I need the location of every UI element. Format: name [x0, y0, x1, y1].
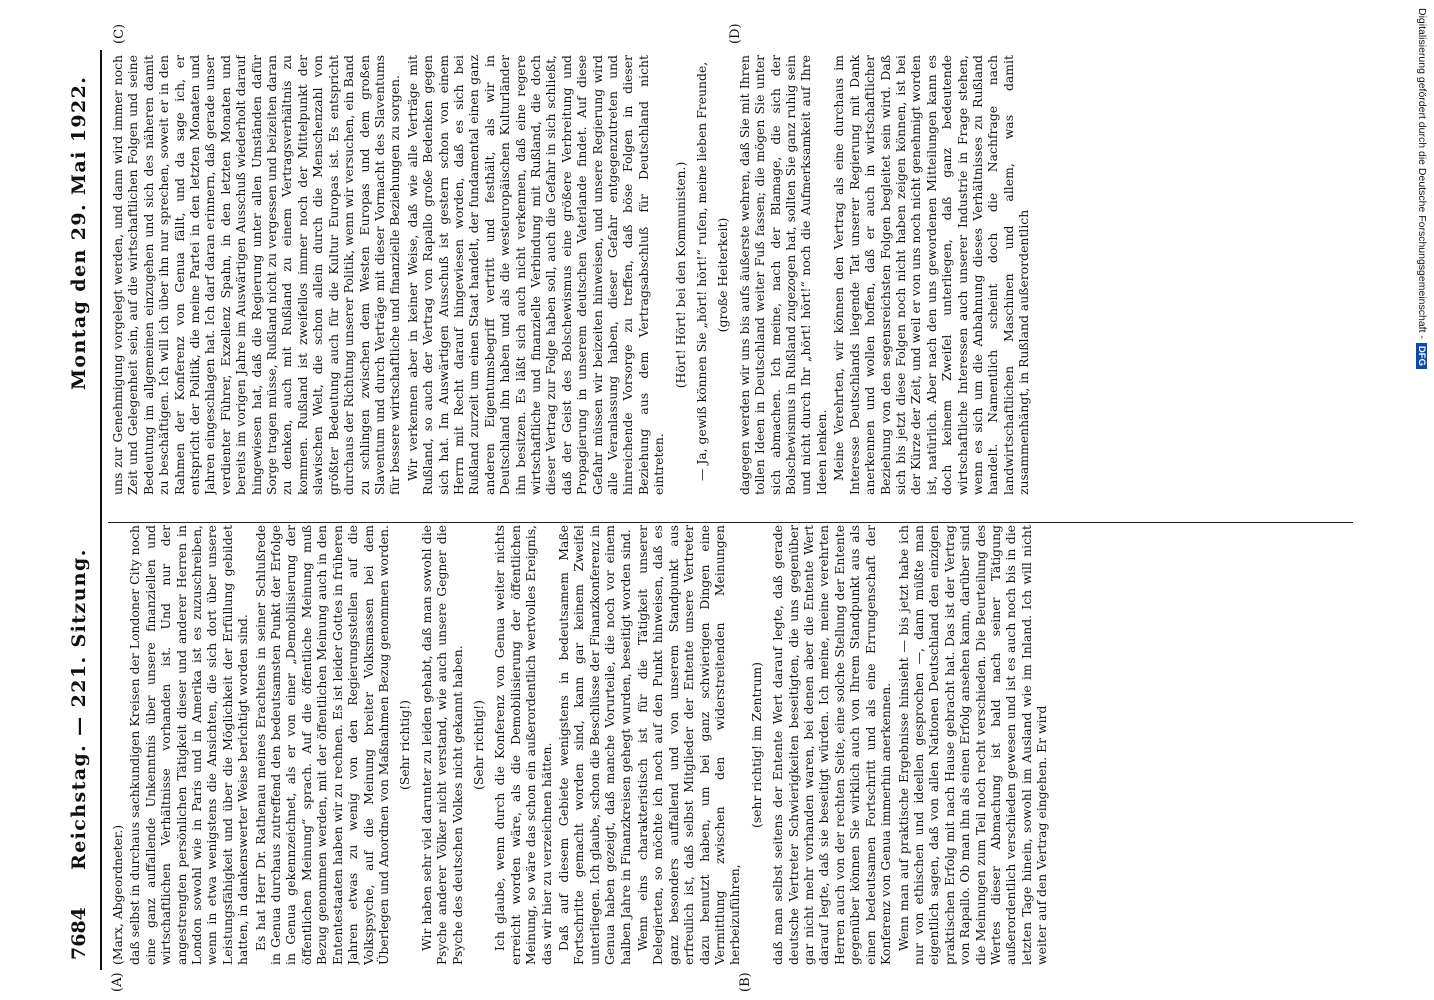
paragraph: Es hat Herr Dr. Rathenau meines Erachtens in seiner Schlußrede in Genua durchaus zutreffend den bedeutsamsten Punkt der Erfolge in Genua gekennzeichnet, als er von einer „Demobilisierung der öffentlichen Meinung“ sprach. Auf die öffentliche Meinung muß Bezug genommen werden, mit der öffentlichen Meinung auch in den Ententestaaten haben wir zu rechnen. Es ist leider Gottes in früheren Jahren etwas zu wenig von den Regierungsstellen auf die Volkspsyche, auf die Meinung breiter Volksmassen bei dem Überlegen und Anordnen von Maßnahmen Bezug genommen worden. [252, 525, 391, 965]
interjection: (Sehr richtig!) [397, 700, 413, 790]
margin-marker-b: (B) [738, 972, 753, 992]
margin-marker-c: (C) [112, 23, 127, 44]
column-divider [108, 522, 1353, 523]
paragraph: Ich glaube, wenn durch die Konferenz von Genua weiter nichts erreicht worden wäre, als die Demobilisierung der öffentlichen Meinung, so wäre das schon ein außerordentlich wertvolles Ereignis, das wir hier zu verzeichnen hätten. [492, 525, 554, 965]
paragraph: uns zur Genehmigung vorgelegt werden, und dann wird immer noch Zeit und Gelegenheit sein, auf die wirtschaftlichen Folgen und seine Bedeutung im allgemeinen einzugehen und sich des näheren damit zu beschäftigen. Ich will ich über ihn nur sprechen, soweit er in den Rahmen der Konferenz von Genua fällt, und da sage ich, er entspricht der Politik, die meine Partei in den letzten Monaten und Jahren eingeschlagen hat. Ich darf daran erinnern, daß gerade unser verdienter Führer, Exzellenz Spahn, in den letzten Monaten und bereits im vorigen Jahre im Auswärtigen Ausschuß wiederholt darauf hingewiesen hat, daß die Regierung unter allen Umständen dafür Sorge tragen müsse, Rußland nicht zu vergessen und beizeiten daran zu denken, auch mit Rußland zu einem Vertragsverhältnis zu kommen. Rußland ist zweifellos immer noch der Mittelpunkt der slawischen Welt, die schon allein durch die Menschenzahl von größter Bedeutung auch für die Kultur Europas ist. Es entspricht durchaus der Richtung unserer Politik, wenn wir versuchen, ein Band zu schlingen zwischen dem Westen Europas und dem großen Slaventum und durch Verträge mit dieser Vormacht des Slaventums für bessere wirtschaftliche und finanzielle Beziehungen zu sorgen. [110, 55, 403, 495]
text-column-left [110, 525, 1350, 965]
paragraph: — Ja, gewiß können Sie „hört! hört!“ rufen, meine lieben Freunde, [694, 61, 710, 481]
digitization-note [1410, 8, 1430, 668]
session-date: Montag den 29. Mai 1922. [68, 75, 90, 390]
page-number: 7684 [68, 907, 90, 960]
interjection: (große Heiterkeit) [715, 217, 731, 333]
paragraph: daß selbst in durchaus sachkundigen Kreisen der Londoner City noch eine ganz auffallende Unkenntnis über unsere finanziellen und wirtschaftlichen Verhältnisse vorhanden ist. Und nur der angestrengten persönlichen Tätigkeit dieser und anderer Herren in London sowohl wie in Paris und in Amerika ist es zuzuschreiben, wenn in etwa wenigstens die Ansichten, die sich dort über unsere Leistungsfähigkeit und über die Möglichkeit der Erfüllung gebildet hatten, in dankenswerter Weise berichtigt worden sind. [127, 525, 251, 965]
funding-text: Digitalisierung gefördert durch die Deutsche Forschungsgemeinschaft - [1416, 8, 1428, 339]
digitization-note-text [1408, 8, 1428, 668]
paragraph: Wir haben sehr viel darunter zu leiden gehabt, daß man sowohl die Psyche anderer Völker nicht verstand, wie auch unsere Gegner die Psyche des deutschen Volkes nicht gekannt haben. [418, 525, 465, 965]
paragraph: Meine Verehrten, wir können den Vertrag als eine durchaus im Interesse Deutschlands liegende Tat unserer Regierung mit Dank anerkennen und wollen hoffen, daß er auch in wirtschaftlicher Beziehung von den segensreichsten Folgen begleitet sein wird. Daß sich bis jetzt diese Folgen noch nicht haben zeigen können, ist bei der Kürze der Zeit, und weil er von uns noch nicht genehmigt worden ist, natürlich. Aber nach den uns gewordenen Mitteilungen kann es doch keinem Zweifel unterliegen, daß ganz bedeutende wirtschaftliche Interessen auch unserer Industrie in Frage stehen, wenn es sich um die Anbahnung dieses Verhältnisses zu Rußland handelt. Namentlich scheint doch die Nachfrage nach landwirtschaftlichen Maschinen und allem, was damit zusammenhängt, in Rußland außerordentlich [831, 55, 1032, 495]
session-title: Reichstag. — 221. Sitzung. [68, 548, 90, 870]
interjection: (Hört! Hört! bei den Kommunisten.) [672, 161, 688, 389]
paragraph: daß man selbst seitens der Entente Wert darauf legte, daß gerade deutsche Vertreter Schwierigkeiten beseitigten, die uns gegenüber gar nicht mehr vorhanden waren, bei denen aber die Entente Wert darauf legte, daß sie beseitigt würden. Ich meine, meine verehrten Herren auch von der rechten Seite, eine solche Stellung der Entente gegenüber können Sie wirklich auch von Ihrem Standpunkt aus als einen bedeutsamen Fortschritt und als eine Errungenschaft der Konferenz von Genua immerhin anerkennen. [770, 525, 894, 965]
margin-marker-d: (D) [728, 23, 743, 44]
speaker-note: (Marx, Abgeordneter.) [110, 824, 125, 965]
page-header [40, 50, 102, 970]
paragraph: Daß auf diesem Gebiete wenigstens in bedeutsamem Maße Fortschritte gemacht worden sind, kann gar keinem Zweifel unterliegen. Ich glaube, schon die Beschlüsse der Finanzkonferenz in Genua haben gezeigt, daß manche Vorurteile, die noch vor einem halben Jahre in Finanzkreisen gehegt wurden, beseitigt worden sind. [555, 525, 633, 965]
paragraph: Wenn eins charakteristisch ist für die Tätigkeit unserer Delegierten, so möchte ich noch auf den Punkt hinweisen, daß es ganz besonders auffallend und von unserem Standpunkt aus erfreulich ist, daß selbst Mitglieder der Entente unsere Vertreter dazu benutzt haben, um bei ganz schwierigen Dingen eine Vermittlung zwischen den widerstreitenden Meinungen herbeizuführen, [635, 525, 743, 965]
text-column-right [110, 55, 1350, 495]
paragraph: dagegen werden wir uns bis aufs äußerste wehren, daß Sie mit Ihren tollen Ideen in Deutschland weiter Fuß fassen; die mögen Sie unter sich abmachen. Ich meine, nach der Blamage, die sich der Bolschewismus in Rußland zugezogen hat, sollten Sie ganz ruhig sein und nicht durch Ihr „hört! hört!“ noch die Aufmerksamkeit auf Ihre Ideen lenken. [736, 55, 829, 495]
paragraph: Wenn man auf praktische Ergebnisse hinsieht — bis jetzt habe ich nur von ethischen und ideellen gesprochen —, dann müßte man eigentlich sagen, daß von allen Nationen Deutschland den einzigen praktischen Erfolg mit nach Hause gebracht hat. Das ist der Vertrag von Rapallo. Ob man ihn als einen Erfolg ansehen kann, darüber sind die Meinungen zum Teil noch recht verschieden. Die Beurteilung des Wertes dieser Abmachung ist bald nach seiner Tätigung außerordentlich verschieden gewesen und ist es auch noch bis in die letzten Tage hinein, sowohl im Ausland wie im Inland. Ich will nicht weiter auf den Vertrag eingehen. Er wird [895, 525, 1050, 965]
interjection: (sehr richtig! im Zentrum) [748, 662, 764, 829]
interjection: (Sehr richtig!) [470, 700, 486, 790]
dfg-logo: DFG [1416, 343, 1427, 369]
margin-marker-a: (A) [110, 972, 125, 992]
paragraph: Wir verkennen aber in keiner Weise, daß wie alle Verträge mit Rußland, so auch der Vertrag von Rapallo große Bedenken gegen sich hat. Im Auswärtigen Ausschuß ist gestern schon von einem Herrn mit Recht darauf hingewiesen worden, daß es sich bei Rußland zurzeit um einen Staat handelt, der fundamental einen ganz anderen Eigentumsbegriff vertritt und festhält, als wir in Deutschland ihn haben und als die westeuropäischen Kulturländer ihn besitzen. Es läßt sich auch nicht verkennen, daß eine regere wirtschaftliche und finanzielle Verbindung mit Rußland, die doch dieser Vertrag zur Folge haben soll, auch die Gefahr in sich schließt, daß der Geist des Bolschewismus eine größere Verbreitung und Propagierung in unserem deutschen Vaterlande findet. Auf diese Gefahr müssen wir beizeiten hinweisen, und unsere Regierung wird alle Veranlassung haben, dieser Gefahr entgegenzutreten und hinreichende Vorsorge zu treffen, daß böse Folgen in dieser Beziehung aus dem Vertragsabschluß für Deutschland nicht eintreten. [404, 55, 667, 495]
